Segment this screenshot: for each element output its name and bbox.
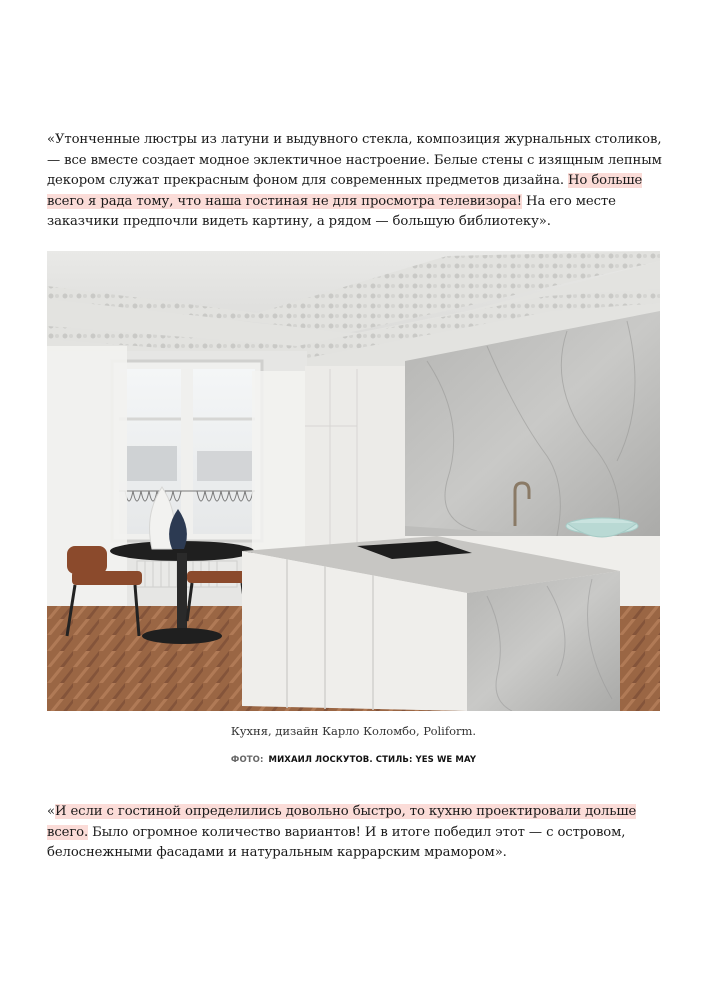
photo-credit-label: ФОТО: xyxy=(230,755,264,765)
paragraph-kitchen xyxy=(47,802,667,864)
paragraph-text: Было огромное количество вариантов! И в итоге победил этот — с островом, белоснежными фасадами и натуральным каррарским мрамором». xyxy=(47,824,626,860)
paragraph-living-room xyxy=(47,130,667,233)
photo-credit-value: МИХАИЛ ЛОСКУТОВ. СТИЛЬ: YES WE MAY xyxy=(268,755,477,765)
paragraph-text: « xyxy=(47,804,55,819)
kitchen-photo xyxy=(47,251,660,711)
highlighted-quote[interactable]: И если с гостиной определились довольно быстро, то кухню проектировали дольше всего. xyxy=(47,804,637,840)
paragraph-text: «Утонченные люстры из латуни и выдувного стекла, композиция журнальных столиков, — все вместе создает модное эклектичное настроение. Белые стены с изящным лепным декором служат прекрасным фоном для современных предметов дизайна. xyxy=(47,132,662,188)
highlighted-quote[interactable]: Но больше всего я рада тому, что наша гостиная не для просмотра телевизора! xyxy=(47,173,643,209)
paragraph-text: На его месте заказчики предпочли видеть картину, а рядом — большую библиотеку». xyxy=(47,193,616,229)
photo-credit xyxy=(0,755,707,765)
image-caption: Кухня, дизайн Карло Коломбо, Poliform. xyxy=(230,724,477,738)
